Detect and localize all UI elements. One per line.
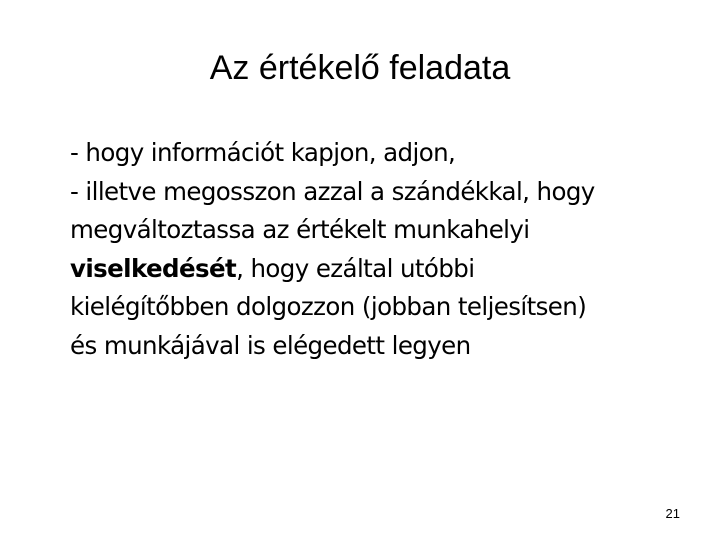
body-line-4 (70, 250, 670, 289)
body-line-5: kielégítőbben dolgozzon (jobban teljesítsen) (70, 292, 587, 322)
body-line-4-rest: , hogy ezáltal utóbbi (236, 253, 475, 283)
slide-title: Az értékelő feladata (209, 49, 511, 87)
page-number: 21 (665, 506, 680, 521)
body-line-2: - illetve megosszon azzal a szándékkal, hogy (70, 176, 595, 206)
body-line-3: megváltoztassa az értékelt munkahelyi (70, 215, 530, 245)
emphasized-word: viselkedését (70, 253, 237, 283)
slide-body (70, 134, 670, 366)
body-line-1: - hogy információt kapjon, adjon, (70, 138, 456, 167)
body-line-6: és munkájával is elégedett legyen (70, 330, 471, 360)
